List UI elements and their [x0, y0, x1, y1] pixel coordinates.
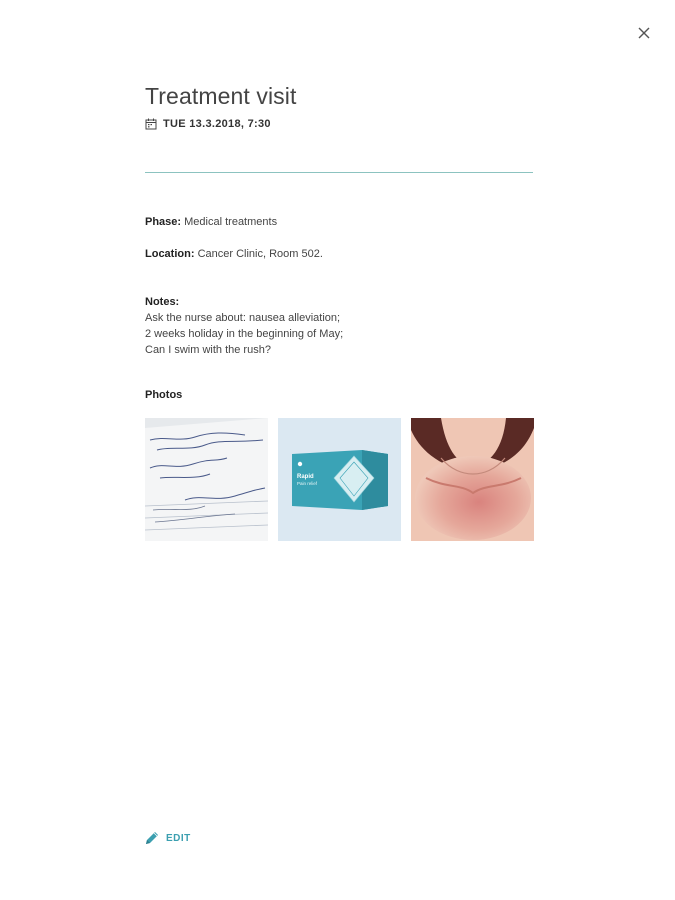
phase-label: Phase: — [145, 216, 182, 228]
notes-label: Notes: — [145, 296, 180, 308]
skin-rash-photo[interactable] — [411, 418, 534, 541]
calendar-icon — [145, 118, 157, 130]
divider — [145, 172, 533, 173]
phase-field — [145, 214, 277, 230]
phase-value: Medical treatments — [184, 216, 278, 228]
notes-line: Ask the nurse about: nausea alleviation; — [145, 312, 341, 324]
box-name-label: Rapid — [297, 474, 314, 480]
close-icon — [633, 22, 655, 44]
edit-button[interactable] — [143, 829, 191, 847]
photo-gallery — [145, 418, 534, 541]
page-title: Treatment visit — [145, 83, 297, 109]
visit-details — [145, 78, 535, 486]
notes-line: Can I swim with the rush? — [145, 344, 271, 356]
close-button[interactable] — [633, 22, 655, 44]
visit-date: TUE 13.3.2018, 7:30 — [163, 118, 271, 130]
notes-field — [145, 294, 343, 358]
notes-line: 2 weeks holiday in the beginning of May; — [145, 328, 344, 340]
location-value: Cancer Clinic, Room 502. — [197, 248, 323, 260]
handwritten-note-photo[interactable] — [145, 418, 268, 541]
visit-date-row — [145, 115, 535, 133]
box-sub-label: Pain relief — [297, 481, 318, 486]
edit-label: EDIT — [166, 832, 191, 844]
pencil-icon — [143, 829, 161, 847]
location-label: Location: — [145, 248, 195, 260]
location-field — [145, 246, 323, 262]
photos-label: Photos — [145, 389, 183, 401]
medicine-box-photo[interactable] — [278, 418, 401, 541]
